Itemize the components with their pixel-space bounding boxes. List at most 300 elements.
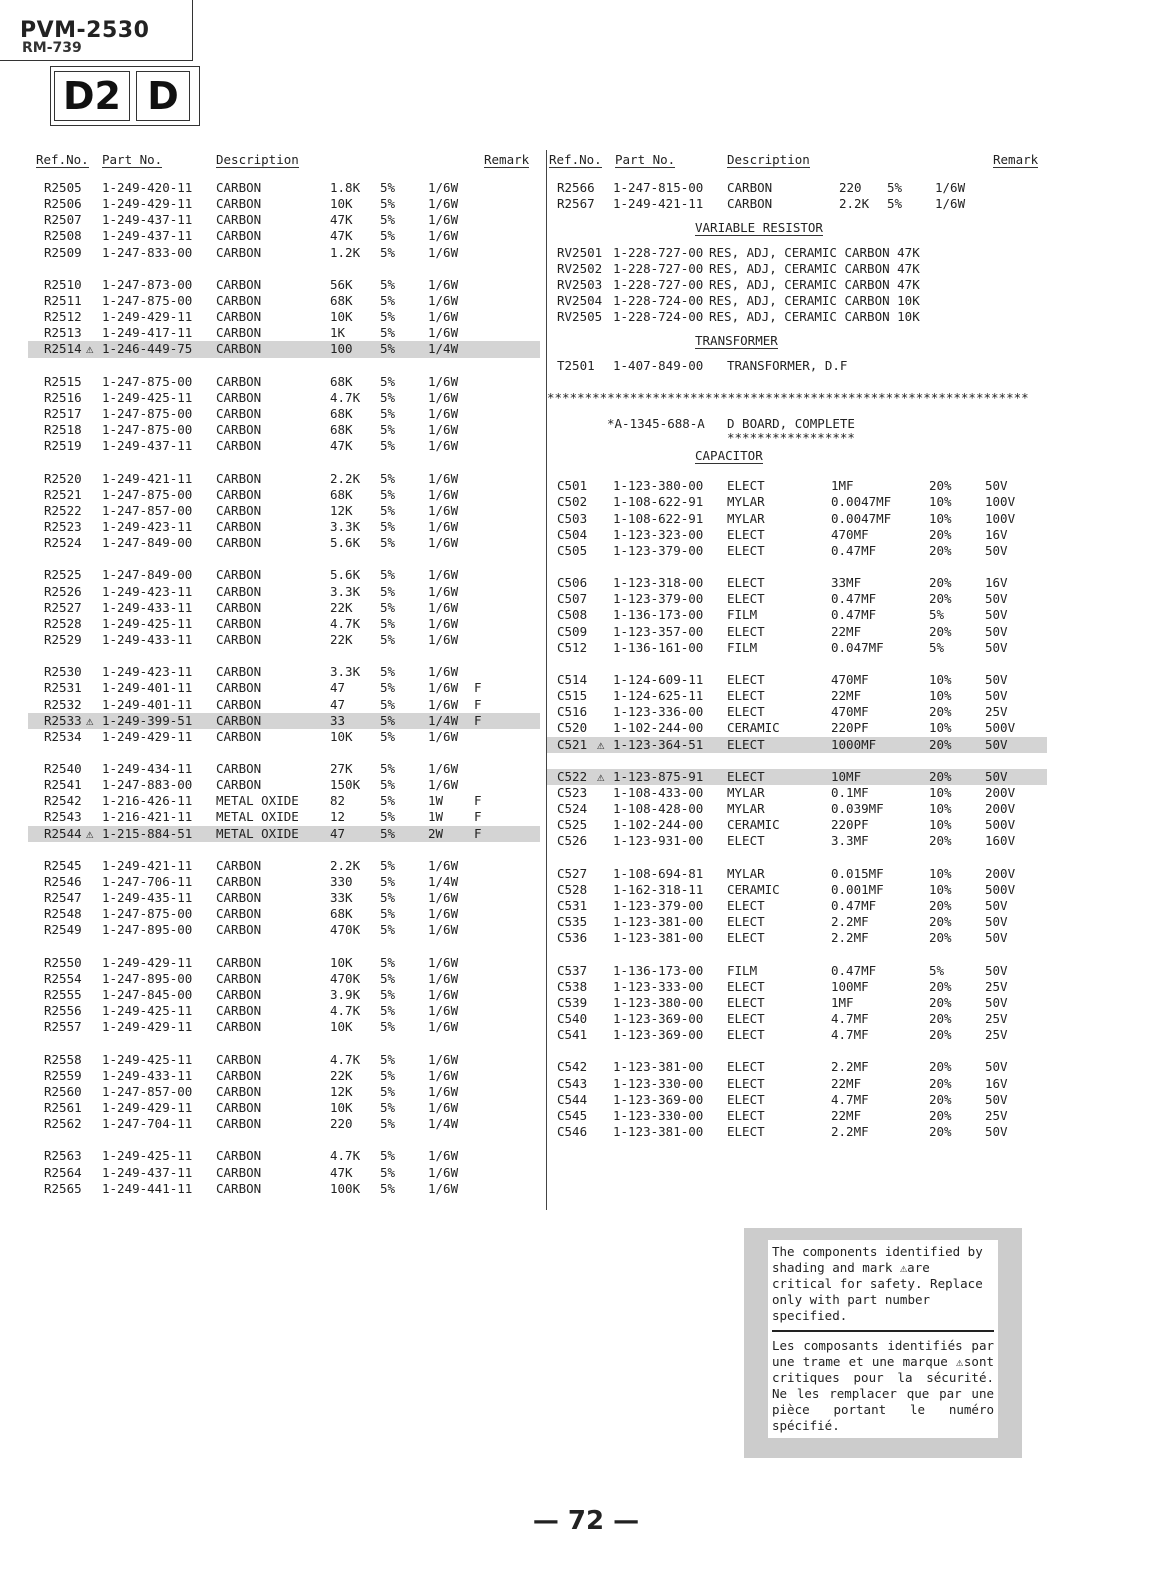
ref-no: C523: [557, 784, 588, 800]
part-no: 1-247-895-00: [102, 970, 193, 986]
tolerance: 5%: [380, 470, 396, 486]
part-row: [547, 511, 1047, 527]
part-no: 1-123-380-00: [613, 994, 704, 1010]
value: 2.2K: [330, 857, 361, 873]
description: CARBON: [216, 906, 262, 922]
voltage: 50V: [985, 1091, 1008, 1107]
part-row: [28, 180, 540, 196]
part-row: [28, 471, 540, 487]
description: ELECT: [727, 478, 765, 494]
value: 22MF: [831, 1075, 862, 1091]
part-no: 1-123-381-00: [613, 1123, 704, 1139]
part-row: [28, 971, 540, 987]
part-row: [547, 293, 1047, 309]
description: CARBON: [216, 212, 262, 228]
part-row: [28, 196, 540, 212]
value: 470K: [330, 970, 361, 986]
value: 47: [330, 696, 346, 712]
value: 56K: [330, 276, 353, 292]
warning-triangle-icon: ⚠: [597, 736, 605, 752]
assembly-block: [547, 406, 1047, 446]
ref-no: R2511: [44, 292, 82, 308]
ref-no: C541: [557, 1027, 588, 1043]
power: 1/6W: [428, 309, 459, 325]
part-row: [547, 494, 1047, 510]
part-no: 1-215-884-51: [102, 825, 193, 841]
col-remark: Remark: [484, 152, 530, 167]
description: CARBON: [216, 486, 262, 502]
value: 68K: [330, 373, 353, 389]
part-no: 1-249-421-11: [102, 857, 193, 873]
voltage: 50V: [985, 542, 1008, 558]
ref-no: C514: [557, 671, 588, 687]
part-no: 1-123-369-00: [613, 1027, 704, 1043]
part-no: 1-123-369-00: [613, 1010, 704, 1026]
description: CARBON: [216, 777, 262, 793]
tolerance: 5%: [929, 607, 945, 623]
voltage: 50V: [985, 768, 1008, 784]
part-no: 1-123-330-00: [613, 1107, 704, 1123]
ref-no: R2520: [44, 470, 82, 486]
value: 10K: [330, 1019, 353, 1035]
description: MYLAR: [727, 510, 765, 526]
value: 33: [330, 712, 346, 728]
safety-note: [744, 1228, 1022, 1458]
voltage: 100V: [985, 494, 1016, 510]
part-no: 1-249-399-51: [102, 712, 193, 728]
power: 1/6W: [428, 1067, 459, 1083]
ref-no: R2534: [44, 728, 82, 744]
voltage: 50V: [985, 736, 1008, 752]
tolerance: 20%: [929, 478, 952, 494]
part-no: 1-249-429-11: [102, 728, 193, 744]
description: CARBON: [216, 535, 262, 551]
voltage: 100V: [985, 510, 1016, 526]
tolerance: 5%: [380, 567, 396, 583]
tolerance: 20%: [929, 1123, 952, 1139]
tolerance: 5%: [929, 639, 945, 655]
part-row: [547, 995, 1047, 1011]
description: ELECT: [727, 768, 765, 784]
ref-no: R2529: [44, 631, 82, 647]
power: 1/6W: [428, 196, 459, 212]
voltage: 50V: [985, 688, 1008, 704]
voltage: 160V: [985, 833, 1016, 849]
description: CARBON: [216, 567, 262, 583]
power: 1/6W: [428, 1148, 459, 1164]
power: 1/6W: [428, 664, 459, 680]
value: 100: [330, 341, 353, 357]
part-row: [28, 826, 540, 842]
tolerance: 5%: [380, 1116, 396, 1132]
tolerance: 20%: [929, 978, 952, 994]
ref-no: C537: [557, 962, 588, 978]
tolerance: 5%: [380, 196, 396, 212]
power: 1/6W: [428, 1019, 459, 1035]
part-no: 1-123-380-00: [613, 478, 704, 494]
description: ELECT: [727, 526, 765, 542]
voltage: 50V: [985, 1059, 1008, 1075]
description: CARBON: [216, 1180, 262, 1196]
tolerance: 5%: [380, 874, 396, 890]
part-row: [28, 374, 540, 390]
tolerance: 20%: [929, 1075, 952, 1091]
power: 1/6W: [428, 1180, 459, 1196]
tolerance: 5%: [887, 196, 903, 212]
model-number: PVM-2530: [20, 18, 150, 43]
part-no: 1-249-421-11: [613, 196, 704, 212]
power: 1/6W: [428, 486, 459, 502]
part-no: 1-102-244-00: [613, 720, 704, 736]
ref-no: R2508: [44, 228, 82, 244]
ref-no: C521: [557, 736, 588, 752]
value: 5.6K: [330, 535, 361, 551]
power: 1/6W: [428, 890, 459, 906]
part-no: 1-123-379-00: [613, 591, 704, 607]
description: CARBON: [216, 309, 262, 325]
voltage: 16V: [985, 575, 1008, 591]
ref-no: R2532: [44, 696, 82, 712]
power: 1/6W: [428, 1100, 459, 1116]
value: 0.039MF: [831, 801, 884, 817]
tolerance: 20%: [929, 1091, 952, 1107]
value: 470MF: [831, 671, 869, 687]
part-row: [28, 212, 540, 228]
ref-no: R2565: [44, 1180, 82, 1196]
value: 0.1MF: [831, 784, 869, 800]
value: 100K: [330, 1180, 361, 1196]
part-row: [28, 487, 540, 503]
note-french: Les composants identifiés par une trame et une marque ⚠sont critiques pour la sécurité. Ne les remplacer que par une pièce portant le numéro spécifié.: [772, 1338, 994, 1433]
tolerance: 20%: [929, 914, 952, 930]
safety-note-text: [768, 1240, 998, 1438]
part-no: 1-123-379-00: [613, 542, 704, 558]
power: 1/6W: [428, 405, 459, 421]
ref-no: C509: [557, 623, 588, 639]
part-no: 1-249-429-11: [102, 196, 193, 212]
voltage: 50V: [985, 897, 1008, 913]
ref-no: R2521: [44, 486, 82, 502]
description: FILM: [727, 639, 758, 655]
part-no: 1-136-161-00: [613, 639, 704, 655]
variable-resistor-heading: [547, 212, 1047, 244]
part-row: [28, 713, 540, 729]
power: 1/6W: [428, 906, 459, 922]
transformer-heading: [547, 325, 1047, 357]
part-row: [28, 761, 540, 777]
tolerance: 5%: [380, 906, 396, 922]
ref-no: R2543: [44, 809, 82, 825]
part-row: [28, 535, 540, 551]
ref-no: C524: [557, 801, 588, 817]
ref-no: R2544: [44, 825, 82, 841]
tolerance: 5%: [380, 502, 396, 518]
tolerance: 20%: [929, 591, 952, 607]
part-row: [28, 616, 540, 632]
tolerance: 10%: [929, 784, 952, 800]
power: 1/6W: [428, 1051, 459, 1067]
description: ELECT: [727, 1010, 765, 1026]
ref-no: C506: [557, 575, 588, 591]
part-no: 1-247-704-11: [102, 1116, 193, 1132]
value: 22MF: [831, 688, 862, 704]
ref-no: C540: [557, 1010, 588, 1026]
ref-no: R2555: [44, 987, 82, 1003]
part-no: 1-247-857-00: [102, 502, 193, 518]
description: ELECT: [727, 897, 765, 913]
ref-no: R2519: [44, 438, 82, 454]
power: 1/6W: [428, 857, 459, 873]
value: 68K: [330, 422, 353, 438]
part-row: [547, 704, 1047, 720]
part-no: 1-249-421-11: [102, 470, 193, 486]
t-part: 1-407-849-00: [613, 357, 704, 373]
part-row: [28, 906, 540, 922]
ref-no: RV2505: [557, 309, 603, 325]
ref-no: R2509: [44, 244, 82, 260]
description: ELECT: [727, 1107, 765, 1123]
part-row: [28, 793, 540, 809]
part-no: 1-108-622-91: [613, 510, 704, 526]
col-ref: Ref.No.: [36, 152, 89, 167]
value: 4.7K: [330, 1003, 361, 1019]
part-no: 1-247-815-00: [613, 180, 704, 195]
left-column-header: [28, 150, 540, 180]
part-row: [28, 664, 540, 680]
ref-no: R2523: [44, 518, 82, 534]
part-no: 1-247-873-00: [102, 276, 193, 292]
tolerance: 5%: [380, 405, 396, 421]
voltage: 25V: [985, 704, 1008, 720]
power: 1/6W: [428, 922, 459, 938]
tolerance: 5%: [380, 212, 396, 228]
tolerance: 10%: [929, 817, 952, 833]
ref-no: C544: [557, 1091, 588, 1107]
part-row: [28, 1116, 540, 1132]
description: ELECT: [727, 914, 765, 930]
description: ELECT: [727, 704, 765, 720]
ref-no: R2530: [44, 664, 82, 680]
tolerance: 5%: [380, 1100, 396, 1116]
value: 2.2MF: [831, 914, 869, 930]
power: 1/6W: [428, 696, 459, 712]
voltage: 50V: [985, 914, 1008, 930]
part-row: [28, 1019, 540, 1035]
description: METAL OXIDE: [216, 793, 299, 809]
transformer-title: TRANSFORMER: [695, 333, 778, 349]
ref-no: R2563: [44, 1148, 82, 1164]
value: 3.3K: [330, 664, 361, 680]
tolerance: 5%: [380, 970, 396, 986]
tolerance: 5%: [380, 777, 396, 793]
warning-triangle-icon: ⚠: [86, 712, 94, 728]
ref-no: R2550: [44, 954, 82, 970]
value: 68K: [330, 486, 353, 502]
part-row: [547, 1108, 1047, 1124]
part-row: [28, 245, 540, 261]
ref-no: R2527: [44, 599, 82, 615]
value: 22MF: [831, 1107, 862, 1123]
tolerance: 5%: [380, 761, 396, 777]
description: ELECT: [727, 1075, 765, 1091]
ref-no: R2545: [44, 857, 82, 873]
value: 5.6K: [330, 567, 361, 583]
part-no: 1-249-423-11: [102, 518, 193, 534]
ref-no: C527: [557, 865, 588, 881]
ref-no: C504: [557, 526, 588, 542]
part-no: 1-247-895-00: [102, 922, 193, 938]
value: 10K: [330, 1100, 353, 1116]
ref-no: R2524: [44, 535, 82, 551]
value: 12K: [330, 502, 353, 518]
remark: F: [474, 712, 482, 728]
description: CARBON: [216, 518, 262, 534]
voltage: 500V: [985, 720, 1016, 736]
value: 27K: [330, 761, 353, 777]
part-no: 1-123-357-00: [613, 623, 704, 639]
tolerance: 5%: [380, 890, 396, 906]
power: 1/6W: [428, 970, 459, 986]
tolerance: 20%: [929, 1027, 952, 1043]
part-no: 1-123-379-00: [613, 897, 704, 913]
tolerance: 20%: [929, 1059, 952, 1075]
description: CARBON: [216, 583, 262, 599]
note-english: The components identified by shading and mark ⚠are critical for safety. Replace only with part number specified.: [772, 1244, 983, 1323]
power: 1/6W: [428, 1083, 459, 1099]
tolerance: 5%: [380, 1067, 396, 1083]
part-row: [28, 1052, 540, 1068]
part-no: 1-247-849-00: [102, 567, 193, 583]
part-row: [28, 422, 540, 438]
value: 0.0047MF: [831, 494, 892, 510]
ref-no: C525: [557, 817, 588, 833]
part-no: 1-123-381-00: [613, 930, 704, 946]
part-row: [547, 898, 1047, 914]
ref-no: C502: [557, 494, 588, 510]
ref-no: R2562: [44, 1116, 82, 1132]
part-row: [547, 527, 1047, 543]
part-row: [28, 1068, 540, 1084]
tolerance: 20%: [929, 930, 952, 946]
ref-no: C512: [557, 639, 588, 655]
ref-no: R2561: [44, 1100, 82, 1116]
ref-no: RV2501: [557, 244, 603, 260]
description: ELECT: [727, 1059, 765, 1075]
part-no: 1-123-336-00: [613, 704, 704, 720]
part-row: [28, 600, 540, 616]
description: CERAMIC: [727, 817, 780, 833]
part-no: 1-249-434-11: [102, 761, 193, 777]
ref-no: R2506: [44, 196, 82, 212]
description: CARBON: [216, 470, 262, 486]
page-number: — 72 —: [532, 1506, 640, 1536]
description: CARBON: [216, 292, 262, 308]
ref-no: R2548: [44, 906, 82, 922]
assy-desc: D BOARD, COMPLETE: [727, 416, 855, 431]
power: 1/6W: [428, 212, 459, 228]
power: 1/6W: [428, 438, 459, 454]
description: CARBON: [216, 970, 262, 986]
description: CARBON: [727, 196, 773, 212]
power: 1/6W: [428, 373, 459, 389]
value: 68K: [330, 292, 353, 308]
description: ELECT: [727, 833, 765, 849]
part-row: [28, 519, 540, 535]
tolerance: 20%: [929, 575, 952, 591]
description: ELECT: [727, 736, 765, 752]
part-no: 1-123-381-00: [613, 1059, 704, 1075]
part-no: 1-249-437-11: [102, 1164, 193, 1180]
value: 1MF: [831, 994, 854, 1010]
capacitor-rows: [547, 478, 1047, 1140]
tolerance: 5%: [380, 1148, 396, 1164]
part-no: 1-249-425-11: [102, 1051, 193, 1067]
ref-no: C505: [557, 542, 588, 558]
ref-no: C507: [557, 591, 588, 607]
ref-no: C522: [557, 768, 588, 784]
part-no: 1-247-875-00: [102, 292, 193, 308]
power: 1/6W: [428, 680, 459, 696]
ref-no: C515: [557, 688, 588, 704]
description: CARBON: [216, 1148, 262, 1164]
part-row: [547, 180, 1047, 196]
tolerance: 5%: [380, 422, 396, 438]
ref-no: R2522: [44, 502, 82, 518]
part-no: 1-124-609-11: [613, 671, 704, 687]
description: CARBON: [216, 1100, 262, 1116]
ref-no: R2560: [44, 1083, 82, 1099]
part-row: [547, 624, 1047, 640]
part-no: 1-247-883-00: [102, 777, 193, 793]
tolerance: 10%: [929, 720, 952, 736]
power: 1/4W: [428, 874, 459, 890]
tolerance: 10%: [929, 865, 952, 881]
remark: F: [474, 680, 482, 696]
part-no: 1-249-437-11: [102, 228, 193, 244]
part-no: 1-108-428-00: [613, 801, 704, 817]
tolerance: 5%: [380, 728, 396, 744]
ref-no: R2518: [44, 422, 82, 438]
part-row: [547, 1092, 1047, 1108]
value: 220: [839, 180, 862, 195]
value: 22K: [330, 631, 353, 647]
value: 1K: [330, 325, 346, 341]
value: 3.9K: [330, 987, 361, 1003]
value: 0.47MF: [831, 591, 877, 607]
power: 1/6W: [428, 470, 459, 486]
description: CERAMIC: [727, 881, 780, 897]
tolerance: 10%: [929, 671, 952, 687]
tolerance: 5%: [380, 664, 396, 680]
tolerance: 5%: [380, 1019, 396, 1035]
part-no: 1-249-425-11: [102, 1148, 193, 1164]
part-no: 1-123-875-91: [613, 768, 704, 784]
description: MYLAR: [727, 494, 765, 510]
description: CARBON: [216, 196, 262, 212]
tolerance: 5%: [380, 518, 396, 534]
part-row: [28, 438, 540, 454]
voltage: 50V: [985, 478, 1008, 494]
description: ELECT: [727, 1123, 765, 1139]
part-row: [28, 309, 540, 325]
tolerance: 20%: [929, 526, 952, 542]
ref-no: C503: [557, 510, 588, 526]
voltage: 25V: [985, 1010, 1008, 1026]
part-no: 1-247-875-00: [102, 906, 193, 922]
assy-part: *A-1345-688-A: [607, 416, 705, 431]
description: FILM: [727, 607, 758, 623]
value: 0.47MF: [831, 542, 877, 558]
